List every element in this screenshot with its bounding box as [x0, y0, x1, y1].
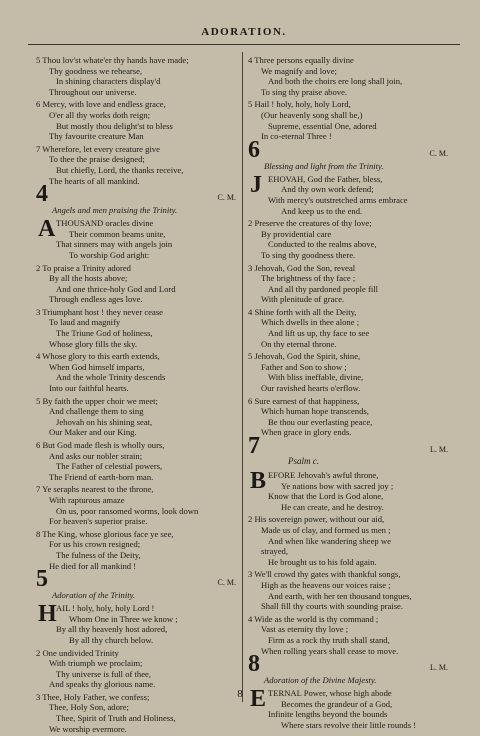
hymn-number: 8 — [248, 651, 260, 678]
verse-line: Ye nations bow with sacred joy ; — [281, 480, 394, 491]
verse-line: By all thy church below. — [69, 634, 154, 645]
verse-line: In shining characters display'd — [56, 76, 161, 87]
verse-line: The fulness of the Deity, — [56, 549, 141, 560]
drop-cap: A — [38, 216, 56, 243]
hymn-number: 6 — [248, 136, 260, 163]
verse-line: Vast as eternity thy love ; — [261, 624, 349, 635]
verse-line: 4 Whose glory to this earth extends, — [36, 351, 160, 362]
verse — [36, 648, 238, 690]
verse-line: The Friend of earth-born man. — [49, 471, 154, 482]
verse-line: 5 Thou lov'st whate'er thy hands have made; — [36, 55, 189, 65]
verse-line: 5 Jehovah, God the Spirit, shine, — [248, 351, 361, 362]
first-verse — [248, 470, 450, 512]
verse-line: In co-eternal Three ! — [261, 131, 332, 142]
verse-line: Whom One in Three we know ; — [69, 613, 178, 624]
verse-line: Where stars revolve their little rounds ! — [281, 719, 417, 730]
verse-line: But chiefly, Lord, the thanks receive, — [56, 164, 184, 175]
verse-line: But mostly thou delight'st to bless — [56, 120, 173, 131]
verse-line: Becomes the grandeur of a God, — [281, 698, 393, 709]
verse-line: With rapturous amaze — [49, 494, 125, 505]
verse-line: We magnify and love; — [261, 65, 337, 76]
verse — [36, 99, 238, 141]
verse-line: The Father of celestial powers, — [56, 461, 163, 472]
verse-line: And all thy pardoned people fill — [268, 283, 379, 294]
verse-line: THOUSAND oracles divine — [56, 218, 154, 229]
first-verse — [36, 603, 238, 645]
verse-line: To sing thy goodness there. — [261, 249, 356, 260]
verse-line: 3 Triumphant host ! they never cease — [36, 306, 163, 317]
verse-line: Their common beams unite, — [69, 228, 166, 239]
verse-line: When God himself imparts, — [49, 361, 145, 372]
right-column — [248, 55, 450, 732]
verse — [248, 569, 450, 611]
verse — [36, 263, 238, 305]
verse-line: (Our heavenly song shall be,) — [261, 109, 363, 120]
verse-line: With mercy's outstretched arms embrace — [268, 194, 408, 205]
hymn-header — [36, 181, 238, 218]
verse — [36, 144, 238, 186]
verse-line: 6 Sure earnest of that happiness, — [248, 395, 360, 406]
verse-line: Our ravished hearts o'erflow. — [261, 383, 361, 394]
hymn-number: 7 — [248, 433, 260, 459]
verse — [36, 351, 238, 393]
hymn-number: 4 — [36, 181, 48, 208]
verse-line: Whose glory fills the sky. — [49, 338, 137, 349]
verse-line: And one thrice-holy God and Lord — [56, 283, 176, 294]
verse-line: The hearts of all mankind. — [49, 175, 140, 186]
verse-line: Firm as a rock thy truth shall stand, — [268, 634, 390, 645]
verse-line: And thy own work defend; — [281, 184, 374, 195]
hymn-meter: C. M. — [217, 193, 236, 203]
verse-line: To worship God aright: — [69, 249, 150, 260]
verse-line: By all the hosts above; — [49, 273, 128, 284]
verse-line: Thy goodness we rehearse, — [49, 65, 143, 76]
verse-line: 2 His sovereign power, without our aid, — [248, 514, 385, 525]
verse — [36, 307, 238, 349]
verse-line: When rolling years shall cease to move. — [261, 645, 399, 656]
verse-line: Jehovah on his shining seat, — [56, 416, 153, 427]
drop-cap: E — [250, 686, 267, 713]
verse-line: And earth, with her ten thousand tongues, — [268, 590, 412, 601]
hymn-subtitle: Adoration of the Trinity. — [52, 590, 136, 601]
verse-line: 5 By faith the upper choir we meet; — [36, 395, 158, 406]
verse-line: Our Maker and our King. — [49, 427, 137, 438]
verse-line: To laud and magnify — [49, 317, 121, 328]
verse-line: Shall fill thy courts with sounding praise. — [261, 601, 404, 612]
hymn-meter: L. M. — [430, 663, 448, 673]
verse — [248, 396, 450, 438]
verse-line: On thy eternal throne. — [261, 338, 337, 349]
hymn-header — [248, 651, 450, 688]
left-column — [36, 55, 238, 736]
verse — [36, 396, 238, 438]
verse-line: Father and Son to show ; — [261, 361, 347, 372]
hymn-number: 5 — [36, 566, 48, 593]
page-number: 8 — [237, 688, 243, 700]
verse-line: Infinite lengths beyond the bounds — [268, 709, 388, 720]
verse-line: 4 Three persons equally divine — [248, 55, 354, 65]
verse-line: For us his crown resigned; — [49, 539, 141, 550]
verse-line: The Triune God of holiness, — [56, 328, 153, 339]
verse-line: And speaks thy glorious name. — [49, 679, 156, 690]
verse-line: He died for all mankind ! — [49, 560, 137, 571]
verse-line: When grace in glory ends. — [261, 427, 352, 438]
verse-line: Be thou our everlasting peace, — [268, 416, 373, 427]
verse-line: 6 Mercy, with love and endless grace, — [36, 99, 166, 110]
verse-line: 2 One undivided Trinity — [36, 647, 119, 658]
verse-line: On us, poor ransomed worms, look down — [56, 505, 199, 516]
verse-line: That sinners may with angels join — [56, 239, 173, 250]
verse — [248, 514, 450, 567]
verse-line: With plenitude of grace. — [261, 294, 345, 305]
hymn-subtitle: Blessing and light from the Trinity. — [264, 160, 384, 171]
page-title: ADORATION. — [201, 26, 287, 38]
verse-line: To thee the praise designed; — [49, 154, 145, 165]
verse-line: Throughout our universe. — [49, 86, 137, 97]
verse-line: With bliss ineffable, divine, — [268, 372, 364, 383]
page-header — [28, 24, 460, 45]
drop-cap: B — [250, 468, 267, 494]
verse — [36, 55, 238, 97]
verse-line: Thee, Holy Son, adore; — [49, 702, 129, 713]
verse-line: Thy favourite creature Man — [49, 131, 144, 142]
verse-line: 3 We'll crowd thy gates with thankful songs, — [248, 569, 401, 580]
verse-line: And when like wandering sheep we — [268, 535, 391, 546]
verse — [248, 351, 450, 393]
drop-cap: J — [250, 171, 262, 198]
verse-line: The brightness of thy face ; — [261, 273, 356, 284]
drop-cap: H — [38, 601, 57, 628]
verse-line: Which dwells in thee alone ; — [261, 317, 360, 328]
verse-line: 6 But God made flesh is wholly ours, — [36, 440, 165, 450]
verse-line: 3 Jehovah, God the Son, reveal — [248, 262, 356, 273]
verse-line: 3 Thee, Holy Father, we confess; — [36, 691, 150, 702]
verse-line: And challenge them to sing — [49, 406, 144, 417]
verse-line: TERNAL Power, whose high abode — [268, 688, 392, 699]
verse-line: By all thy heavenly host adored, — [56, 624, 168, 635]
verse-line: And lift us up, thy face to see — [268, 328, 370, 339]
verse — [248, 263, 450, 305]
verse — [248, 218, 450, 260]
verse-line: 7 Wherefore, let every creature give — [36, 143, 160, 154]
verse-line: To sing thy praise above. — [261, 86, 348, 97]
verse-line: We worship evermore. — [49, 723, 127, 734]
hymn-meter: C. M. — [217, 578, 236, 588]
hymn-subtitle: Adoration of the Divine Majesty. — [264, 675, 377, 686]
verse-line: Supreme, essential One, adored — [268, 120, 377, 131]
verse-line: strayed, — [261, 546, 288, 557]
verse-line: 2 To praise a Trinity adored — [36, 262, 131, 273]
hymn-header — [36, 566, 238, 603]
verse-line: O'er all thy works doth reign; — [49, 109, 151, 120]
verse — [248, 55, 450, 97]
verse-line: By providential care — [261, 228, 332, 239]
verse-line: He brought us to his fold again. — [268, 556, 377, 567]
verse-line: Into our faithful hearts. — [49, 383, 129, 394]
verse-line: AIL ! holy, holy, holy Lord ! — [56, 603, 155, 614]
first-verse — [36, 218, 238, 260]
verse-line: 2 Preserve the creatures of thy love; — [248, 218, 372, 229]
hymn-header — [248, 433, 450, 470]
verse-line: Know that the Lord is God alone, — [268, 491, 384, 502]
first-verse — [248, 171, 450, 216]
hymn-subtitle: Psalm c. — [288, 456, 319, 466]
verse-line: 7 Ye seraphs nearest to the throne, — [36, 484, 154, 495]
verse — [36, 529, 238, 571]
verse-line: Conducted to the realms above, — [268, 239, 377, 250]
verse — [248, 307, 450, 349]
verse-line: Through endless ages love. — [49, 294, 143, 305]
verse-line: Made us of clay, and formed us men ; — [261, 524, 391, 535]
verse-line: EFORE Jehovah's awful throne, — [268, 470, 379, 480]
verse — [36, 484, 238, 526]
verse-line: 4 Wide as the world is thy command ; — [248, 613, 379, 624]
verse — [36, 440, 238, 482]
verse-line: He can create, and he destroy. — [281, 501, 384, 512]
verse-line: With triumph we proclaim; — [49, 658, 143, 669]
verse — [248, 99, 450, 141]
verse — [248, 614, 450, 656]
verse-line: 5 Hail ! holy, holy, holy Lord, — [248, 99, 351, 110]
verse-line: And asks our nobler strain; — [49, 450, 143, 461]
verse-line: Thee, Spirit of Truth and Holiness, — [56, 713, 176, 724]
verse-line: And keep us to the end. — [281, 205, 363, 216]
verse-line: For heaven's superior praise. — [49, 516, 148, 527]
verse-line: 4 Shine forth with all the Deity, — [248, 306, 357, 317]
verse-line: EHOVAH, God the Father, bless, — [268, 173, 383, 184]
hymn-meter: C. M. — [429, 148, 448, 158]
verse-line: High as the heavens our voices raise ; — [261, 579, 391, 590]
hymn-subtitle: Angels and men praising the Trinity. — [52, 205, 178, 216]
verse-line: Which human hope transcends, — [261, 406, 369, 417]
hymn-meter: L. M. — [430, 445, 448, 454]
verse-line: 8 The King, whose glorious face ye see, — [36, 528, 174, 539]
verse-line: And both the choirs ere long shall join, — [268, 76, 403, 87]
verse-line: Thy universe is full of thee, — [56, 668, 151, 679]
verse-line: And the whole Trinity descends — [56, 372, 166, 383]
column-divider — [242, 52, 243, 702]
